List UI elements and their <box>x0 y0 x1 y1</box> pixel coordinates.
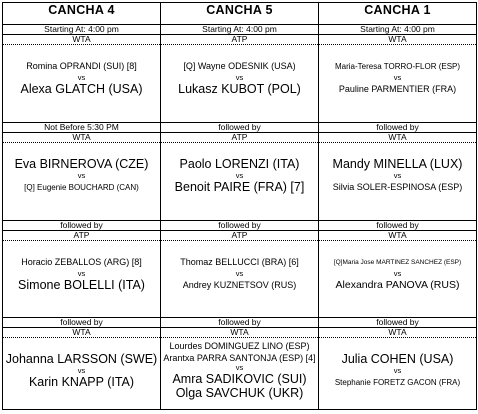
player-1: Romina OPRANDI (SUI) [8] <box>26 61 137 71</box>
player-2: Andrey KUZNETSOV (RUS) <box>182 280 297 290</box>
schedule-row <box>3 221 477 318</box>
player-1: Mandy MINELLA (LUX) <box>332 157 463 171</box>
player-2: Karin KNAPP (ITA) <box>28 375 135 389</box>
schedule-row <box>3 25 477 123</box>
vs-label: vs <box>393 269 402 278</box>
player-2: Simone BOLELLI (ITA) <box>18 278 145 292</box>
start-time: Starting At: 4:00 pm <box>161 25 318 35</box>
start-time: followed by <box>3 318 160 328</box>
vs-label: vs <box>77 171 86 180</box>
vs-label: vs <box>77 269 86 278</box>
match-cell <box>319 25 477 123</box>
match-cell <box>3 25 161 123</box>
tour-label: ATP <box>161 35 318 45</box>
tour-label: WTA <box>319 328 476 338</box>
vs-label: vs <box>235 363 244 372</box>
player-2a: Amra SADIKOVIC (SUI) <box>172 372 307 386</box>
order-of-play-table <box>2 2 477 410</box>
player-2: Stephanie FORETZ GACON (FRA) <box>334 378 461 387</box>
start-time: followed by <box>319 318 476 328</box>
player-1: Thomaz BELLUCCI (BRA) [6] <box>180 257 299 267</box>
player-2b: Olga SAVCHUK (UKR) <box>175 386 304 400</box>
tour-label: WTA <box>3 35 160 45</box>
start-time: Starting At: 4:00 pm <box>3 25 160 35</box>
start-time: followed by <box>3 221 160 231</box>
schedule-row <box>3 123 477 221</box>
match-cell <box>161 318 319 410</box>
player-2: Pauline PARMENTIER (FRA) <box>338 84 457 94</box>
player-1: Eva BIRNEROVA (CZE) <box>14 157 149 171</box>
player-1: [Q]Maria Jose MARTINEZ SANCHEZ (ESP) <box>333 259 462 266</box>
player-2: Benoit PAIRE (FRA) [7] <box>174 180 305 194</box>
match-cell <box>319 123 477 221</box>
tour-label: WTA <box>161 328 318 338</box>
vs-label: vs <box>235 171 244 180</box>
vs-label: vs <box>77 366 86 375</box>
player-1: [Q] Wayne ODESNIK (USA) <box>183 61 296 71</box>
court-header-row <box>3 3 477 25</box>
start-time: followed by <box>319 221 476 231</box>
match-cell <box>319 318 477 410</box>
player-2: Alexandra PANOVA (RUS) <box>335 279 460 291</box>
match-cell <box>3 318 161 410</box>
player-1b: Arantxa PARRA SANTONJA (ESP) [4] <box>163 353 316 363</box>
vs-label: vs <box>235 73 244 82</box>
player-2: [Q] Eugenie BOUCHARD (CAN) <box>24 183 139 192</box>
vs-label: vs <box>77 73 86 82</box>
match-cell <box>3 123 161 221</box>
tour-label: WTA <box>3 328 160 338</box>
player-1: Julia COHEN (USA) <box>341 352 454 366</box>
match-cell <box>319 221 477 318</box>
tour-label: ATP <box>161 133 318 143</box>
player-2: Lukasz KUBOT (POL) <box>178 82 301 96</box>
player-2: Silvia SOLER-ESPINOSA (ESP) <box>332 182 463 192</box>
player-1: Johanna LARSSON (SWE) <box>5 352 158 366</box>
match-cell <box>3 221 161 318</box>
schedule-row <box>3 318 477 410</box>
start-time: followed by <box>161 318 318 328</box>
tour-label: WTA <box>3 133 160 143</box>
match-cell <box>161 123 319 221</box>
vs-label: vs <box>235 269 244 278</box>
tour-label: WTA <box>319 231 476 241</box>
vs-label: vs <box>393 171 402 180</box>
court-title: CANCHA 5 <box>161 3 319 25</box>
tour-label: WTA <box>319 133 476 143</box>
tour-label: WTA <box>319 35 476 45</box>
start-time: followed by <box>161 221 318 231</box>
tour-label: ATP <box>161 231 318 241</box>
player-1: Paolo LORENZI (ITA) <box>179 157 300 171</box>
start-time: Not Before 5:30 PM <box>3 123 160 133</box>
court-title: CANCHA 1 <box>319 3 477 25</box>
vs-label: vs <box>393 73 402 82</box>
player-2: Alexa GLATCH (USA) <box>20 82 143 96</box>
player-1: Maria-Teresa TORRO-FLOR (ESP) <box>334 62 461 71</box>
start-time: Starting At: 4:00 pm <box>319 25 476 35</box>
vs-label: vs <box>393 366 402 375</box>
player-1: Horacio ZEBALLOS (ARG) [8] <box>21 257 142 267</box>
start-time: followed by <box>161 123 318 133</box>
court-title: CANCHA 4 <box>3 3 161 25</box>
match-cell <box>161 221 319 318</box>
start-time: followed by <box>319 123 476 133</box>
tour-label: ATP <box>3 231 160 241</box>
match-cell <box>161 25 319 123</box>
player-1a: Lourdes DOMINGUEZ LINO (ESP) <box>169 341 310 351</box>
